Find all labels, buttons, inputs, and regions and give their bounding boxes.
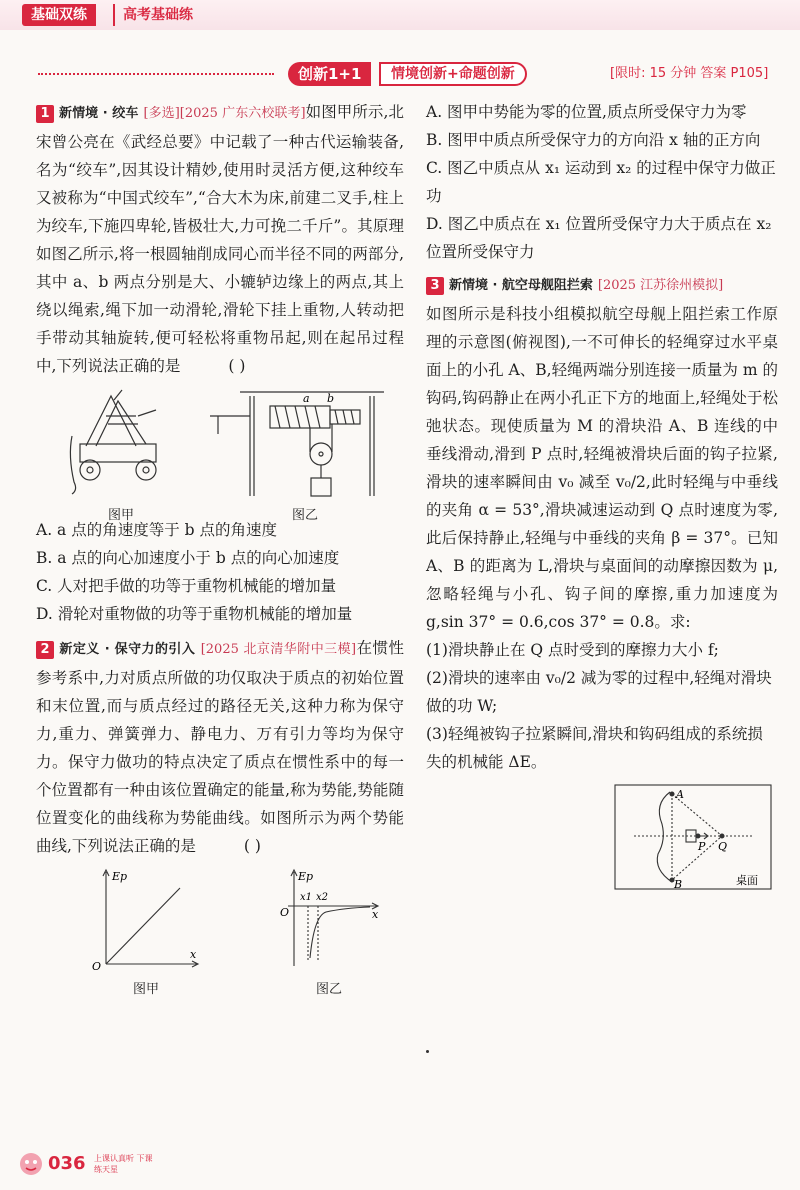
x-label-b: x xyxy=(372,908,379,921)
q1-option-b: B. a 点的向心加速度小于 b 点的向心加速度 xyxy=(36,549,340,567)
q1-option-a: A. a 点的角速度等于 b 点的角速度 xyxy=(36,521,277,539)
point-p-label: P xyxy=(698,840,706,853)
q1-fig-a-caption: 图甲 xyxy=(107,508,134,523)
q2-option-a: A. 图甲中势能为零的位置,质点所受保守力为零 xyxy=(426,103,747,121)
footer-slogan: 上课认真听 下课练天星 xyxy=(94,1154,153,1174)
q1-figures xyxy=(36,380,404,523)
section-pill: 创新1+1 xyxy=(288,62,371,86)
q2-options xyxy=(426,98,778,266)
q1-source: [多选][2025 广东六校联考] xyxy=(143,106,306,121)
q1-figure-a xyxy=(66,386,176,523)
q1-number: 1 xyxy=(36,105,54,123)
origin-label-b: O xyxy=(280,906,290,919)
q3-source: [2025 江苏徐州模拟] xyxy=(597,278,724,293)
x-label-a: x xyxy=(190,948,197,961)
q3-sub-1: (1)滑块静止在 Q 点时受到的摩擦力大小 f; xyxy=(426,641,719,659)
q2-number: 2 xyxy=(36,641,54,659)
q3-text: 如图所示是科技小组模拟航空母舰上阻拦索工作原理的示意图(俯视图),一不可伸长的轻绳穿过水平桌面上的小孔 A、B,轻绳两端分别连接一质量为 m 的钩码,钩码静止在两小孔正下方的地面上,轻绳处于松弛状态。现使质量为 M 的滑块沿 A、B 连线的中垂线滑动,滑到 P 点时,轻绳被滑块后面的钩子拉紧,滑块的速率瞬间由 v₀ 减至 v₀/2,此时轻绳与中垂线的夹角 α = 53°,滑块减速运动到 Q 点时速度为零,此后保持静止,轻绳与中垂线的夹角 β = 37°。已知 A、B 的距离为 L,滑块与桌面间的动摩擦因数为 μ,忽略轻绳与小孔、钩子间的摩擦,重力加速度为 g,sin 37° = 0.6,cos 37° = 0.8。求: xyxy=(426,305,778,631)
x1-label: x1 xyxy=(300,892,313,903)
section-header xyxy=(38,62,784,86)
q1-fig-b-caption: 图乙 xyxy=(291,508,318,523)
q2-text: 在惯性参考系中,力对质点所做的功仅取决于质点的初始位置和末位置,而与质点经过的路径无关,这种力称为保守力,重力、弹簧弹力、静电力、万有引力等均为保守力。保守力做功的特点决定了质点在惯性系中的每一个位置都有一种由该位置确定的能量,称为势能,势能随位置变化的曲线称为势能曲线。如图所示为两个势能曲线,下列说法正确的是 xyxy=(36,639,404,855)
q2-option-b: B. 图甲中质点所受保守力的方向沿 x 轴的正方向 xyxy=(426,131,761,149)
header-tag-basic: 基础双练 xyxy=(22,4,96,26)
q2-fig-b-caption: 图乙 xyxy=(315,982,342,997)
winch-drawing xyxy=(66,386,176,498)
page-footer xyxy=(8,1148,158,1180)
q3-block xyxy=(426,270,778,636)
q2-answer-paren: ( ) xyxy=(243,837,261,855)
q2-source: [2025 北京清华附中三模] xyxy=(200,642,357,657)
winch-principle-drawing xyxy=(210,386,400,498)
q2-option-d: D. 图乙中质点在 x₁ 位置所受保守力大于质点在 x₂ 位置所受保守力 xyxy=(426,215,772,261)
time-limit: [ 限时: 15 分钟 答案 P105 ] xyxy=(604,64,774,84)
q1-answer-paren: ( ) xyxy=(228,357,246,375)
section-divider xyxy=(38,73,274,75)
x2-label: x2 xyxy=(316,892,329,903)
dot-mark xyxy=(426,1050,429,1053)
point-a-label: A xyxy=(676,788,684,801)
q3-number: 3 xyxy=(426,277,444,295)
q2-figure-a xyxy=(86,866,206,999)
point-b-label: B xyxy=(674,878,683,891)
q1-options xyxy=(36,516,404,628)
q2-fig-a-caption: 图甲 xyxy=(132,982,159,997)
q1-option-c: C. 人对把手做的功等于重物机械能的增加量 xyxy=(36,577,337,595)
origin-label-a: O xyxy=(92,960,102,972)
ep-label-a: Ep xyxy=(112,870,128,883)
section-subtitle: 情境创新+命题创新 xyxy=(379,62,527,86)
ep-label-b: Ep xyxy=(298,870,314,883)
label-b: b xyxy=(327,392,335,405)
q1-option-d: D. 滑轮对重物做的功等于重物机械能的增加量 xyxy=(36,605,353,623)
potential-curve-a xyxy=(86,866,206,972)
header-band xyxy=(0,0,800,30)
q2-tag: 新定义 · 保守力的引入 xyxy=(59,642,196,657)
mascot-icon xyxy=(16,1148,46,1178)
q1-tag: 新情境 · 绞车 xyxy=(59,106,139,121)
q3-figure xyxy=(614,784,778,901)
q3-sub-2: (2)滑块的速率由 v₀/2 减为零的过程中,轻绳对滑块做的功 W; xyxy=(426,669,772,715)
header-tag-exam: 高考基础练 xyxy=(113,4,201,26)
q3-sub-3: (3)轻绳被钩子拉紧瞬间,滑块和钩码组成的系统损失的机械能 ΔE。 xyxy=(426,725,763,771)
q2-option-c: C. 图乙中质点从 x₁ 运动到 x₂ 的过程中保守力做正功 xyxy=(426,159,776,205)
q1-block xyxy=(36,98,404,380)
point-q-label: Q xyxy=(718,840,728,853)
q2-figure-b xyxy=(274,866,384,999)
q1-figure-b xyxy=(210,386,400,523)
q3-tag: 新情境 · 航空母舰阻拦索 xyxy=(448,278,593,293)
q2-block xyxy=(36,634,404,860)
page-number: 036 xyxy=(48,1153,86,1174)
right-column xyxy=(426,98,778,901)
q3-subquestions xyxy=(426,636,778,776)
label-a: a xyxy=(303,392,310,405)
q1-text: 如图甲所示,北宋曾公亮在《武经总要》中记载了一种古代运输装备,名为“绞车”,因其设计精妙,使用时灵活方便,这种绞车又被称为“中国式绞车”,“合大木为床,前建二叉手,柱上为绞车,下施四卑轮,皆极壮大,力可挽二千斤”。其原理如图乙所示,将一根圆轴削成同心而半径不同的两部分,其中 a、b 两点分别是大、小辘轳边缘上的两点,其上绕以绳索,绳下加一动滑轮,滑轮下挂上重物,人转动把手带动其轴旋转,便可轻松将重物吊起,则在起吊过程中,下列说法正确的是 xyxy=(36,103,404,375)
left-column xyxy=(36,98,404,999)
q2-figures xyxy=(36,860,404,999)
desk-label: 桌面 xyxy=(736,874,758,887)
potential-curve-b xyxy=(274,866,384,972)
arrestor-cable-diagram xyxy=(614,784,774,892)
